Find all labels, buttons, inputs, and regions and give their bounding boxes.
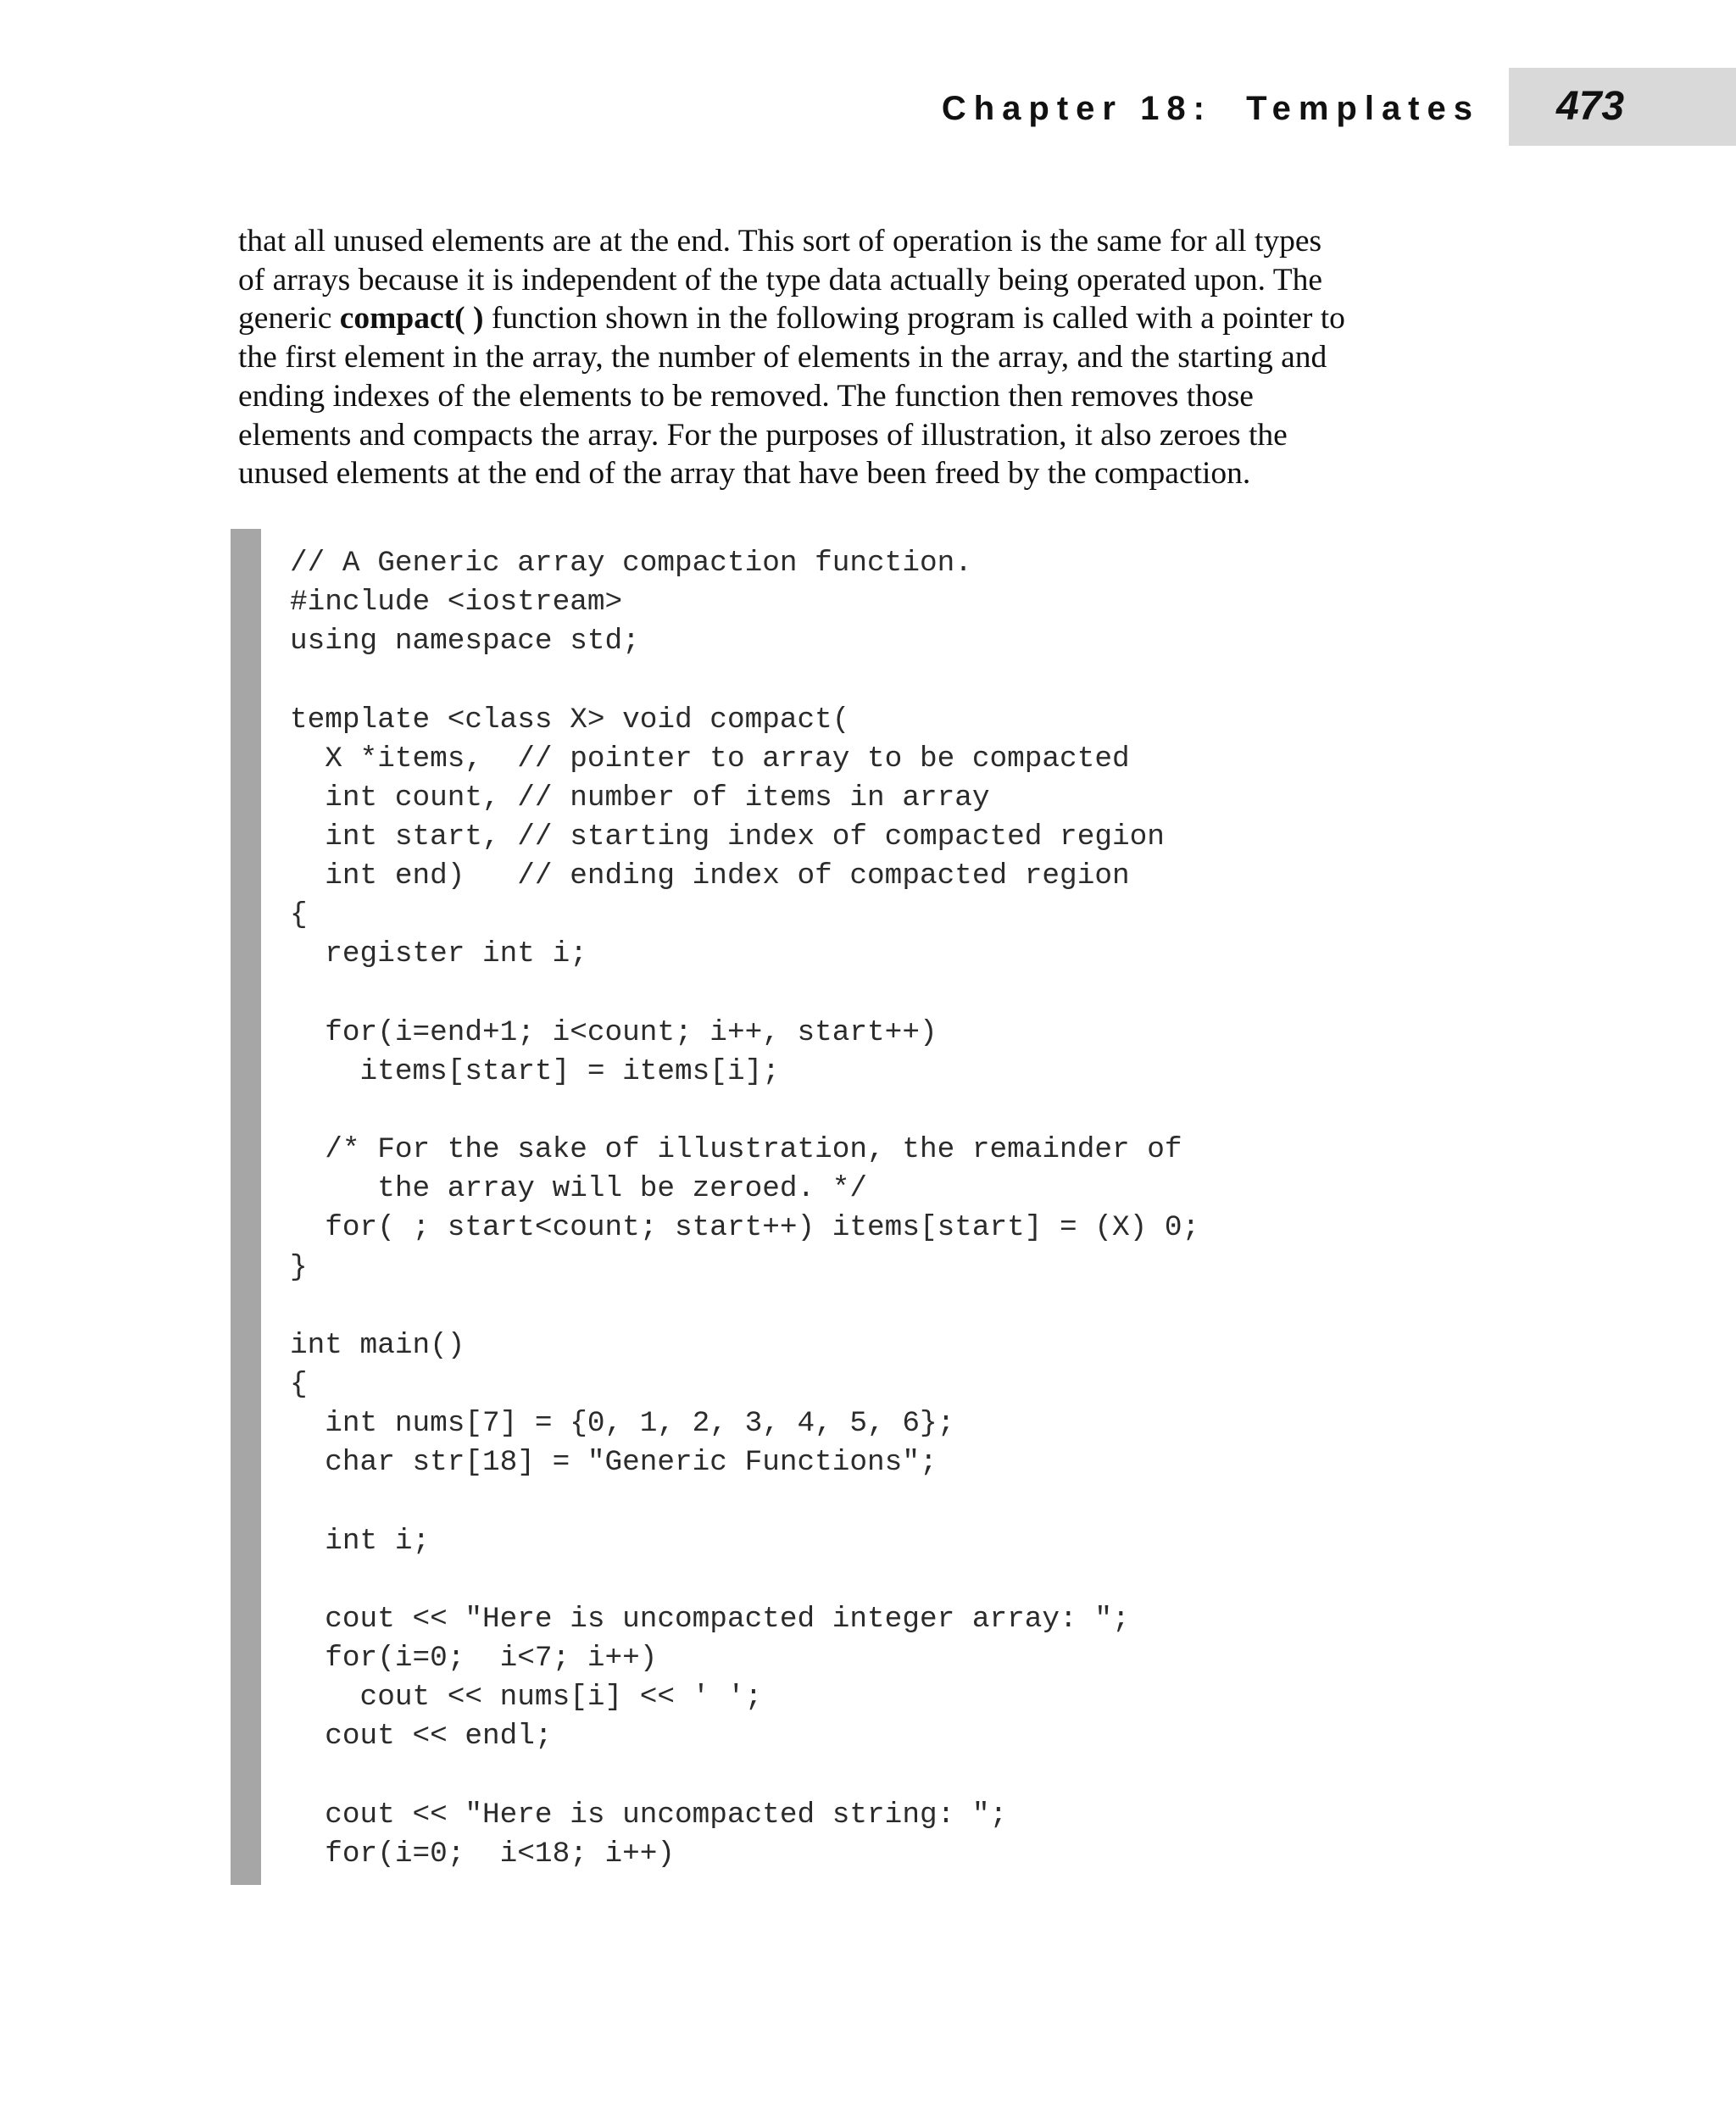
code-line: int main() bbox=[290, 1328, 465, 1362]
code-line: cout << "Here is uncompacted string: "; bbox=[290, 1798, 1008, 1832]
code-line: // A Generic array compaction function. bbox=[290, 547, 972, 580]
code-line: } bbox=[290, 1250, 308, 1284]
code-line: /* For the sake of illustration, the remainder of bbox=[290, 1133, 1182, 1167]
code-line: for(i=0; i<18; i++) bbox=[290, 1837, 676, 1871]
code-listing-bar bbox=[231, 529, 261, 1885]
code-line: int nums[7] = {0, 1, 2, 3, 4, 5, 6}; bbox=[290, 1407, 955, 1441]
code-line bbox=[290, 1287, 1199, 1326]
paragraph-text: generic bbox=[238, 301, 340, 336]
code-line: cout << "Here is uncompacted integer array: "; bbox=[290, 1602, 1130, 1636]
paragraph-line: the first element in the array, the number of elements in the array, and the starting and bbox=[238, 340, 1327, 375]
code-line bbox=[290, 1482, 1199, 1521]
code-listing bbox=[290, 544, 1199, 1874]
code-line: int count, // number of items in array bbox=[290, 781, 990, 814]
code-line: { bbox=[290, 1367, 308, 1401]
code-line bbox=[290, 1561, 1199, 1600]
running-header-chapter-title: Chapter 18: Templates bbox=[941, 90, 1480, 127]
code-line: int end) // ending index of compacted region bbox=[290, 859, 1130, 893]
code-line: items[start] = items[i]; bbox=[290, 1054, 780, 1088]
code-line: X *items, // pointer to array to be compacted bbox=[290, 742, 1130, 776]
code-line: for( ; start<count; start++) items[start] = (X) 0; bbox=[290, 1211, 1200, 1245]
code-line: int i; bbox=[290, 1524, 431, 1558]
paragraph-line: ending indexes of the elements to be removed. The function then removes those bbox=[238, 378, 1254, 414]
code-line bbox=[290, 1756, 1199, 1795]
code-line: int start, // starting index of compacted region bbox=[290, 820, 1165, 853]
code-line: register int i; bbox=[290, 937, 587, 971]
code-line: cout << endl; bbox=[290, 1720, 553, 1754]
page-number: 473 bbox=[1556, 84, 1625, 129]
paragraph-line: elements and compacts the array. For the purposes of illustration, it also zeroes the bbox=[238, 417, 1288, 453]
function-name-bold: compact( ) bbox=[339, 301, 484, 336]
paragraph-line: of arrays because it is independent of the type data actually being operated upon. The bbox=[238, 262, 1323, 297]
code-line: template <class X> void compact( bbox=[290, 703, 850, 737]
code-line: for(i=end+1; i<count; i++, start++) bbox=[290, 1015, 938, 1049]
code-line: using namespace std; bbox=[290, 625, 640, 659]
code-line bbox=[290, 661, 1199, 700]
code-line bbox=[290, 975, 1199, 1014]
code-line: for(i=0; i<7; i++) bbox=[290, 1641, 658, 1675]
code-line: { bbox=[290, 898, 308, 932]
code-line: char str[18] = "Generic Functions"; bbox=[290, 1446, 938, 1480]
code-line: the array will be zeroed. */ bbox=[290, 1172, 868, 1206]
paragraph-line bbox=[238, 299, 1493, 338]
code-line: cout << nums[i] << ' '; bbox=[290, 1681, 763, 1715]
code-line bbox=[290, 1092, 1199, 1131]
paragraph-line: that all unused elements are at the end. This sort of operation is the same for all types bbox=[238, 224, 1322, 259]
paragraph-text: function shown in the following program is called with a pointer to bbox=[483, 301, 1345, 336]
body-paragraph bbox=[238, 222, 1493, 493]
paragraph-line: unused elements at the end of the array that have been freed by the compaction. bbox=[238, 456, 1251, 492]
code-line: #include <iostream> bbox=[290, 586, 623, 620]
